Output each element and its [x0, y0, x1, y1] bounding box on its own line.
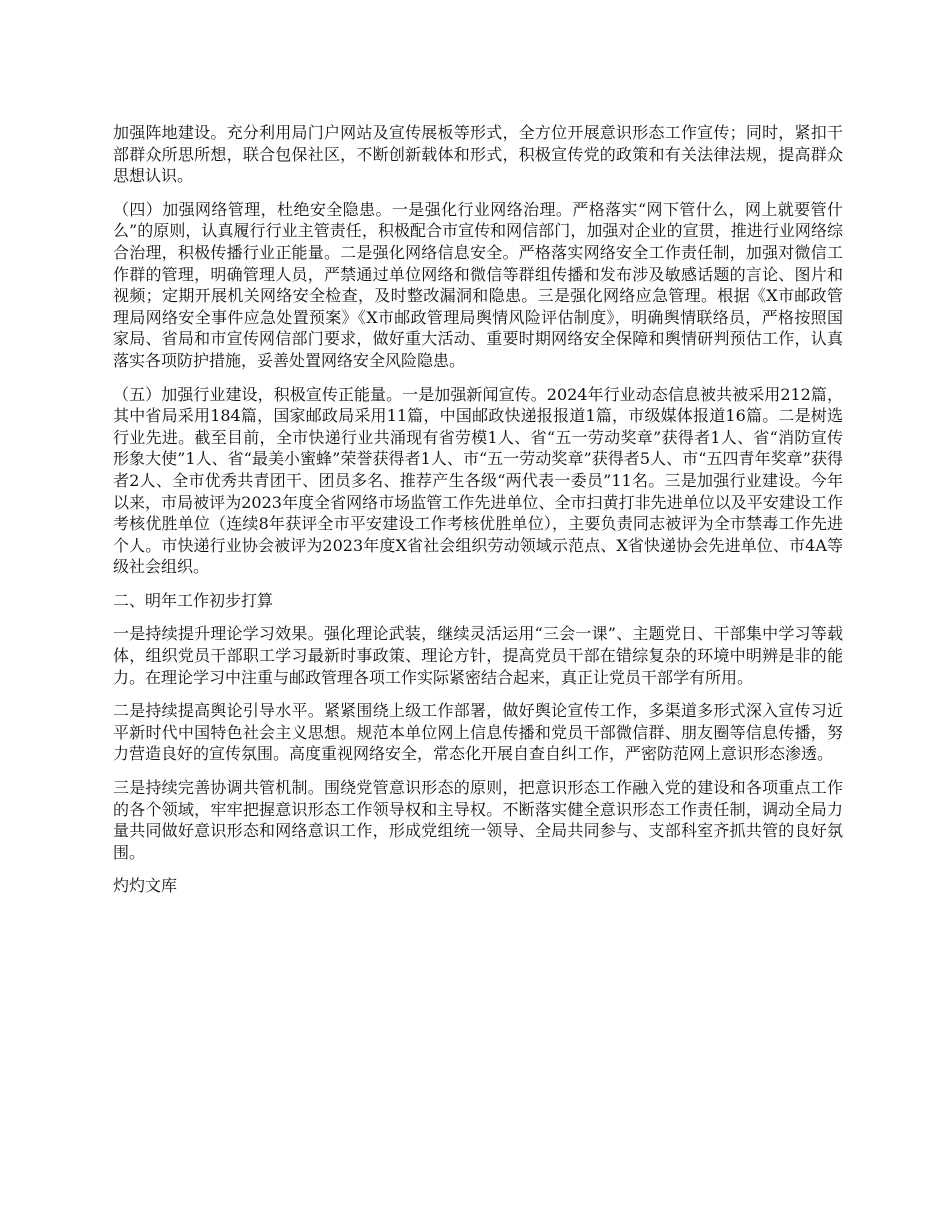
paragraph-plan-coordination: 三是持续完善协调共管机制。围绕党管意识形态的原则，把意识形态工作融入党的建设和各项重点工作的各个领域，牢牢把握意识形态工作领导权和主导权。不断落实健全意识形态工作责任制，调动全局力量共同做好意识形态和网络意识工作，形成党组统一领导、全局共同参与、支部科室齐抓共管的良好氛围。	[113, 778, 843, 862]
paragraph-network-management: （四）加强网络管理，杜绝安全隐患。一是强化行业网络治理。严格落实“网下管什么，网上就要管什么”的原则，认真履行行业主管责任，积极配合市宣传和网信部门，加强对企业的宣贯，推进行业网络综合治理，积极传播行业正能量。二是强化网络信息安全。严格落实网络安全工作责任制，加强对微信工作群的管理，明确管理人员，严禁通过单位网络和微信等群组传播和发布涉及敏感话题的言论、图片和视频；定期开展机关网络安全检查，及时整改漏洞和隐患。三是强化网络应急管理。根据《X市邮政管理局网络安全事件应急处置预案》《X市邮政管理局舆情风险评估制度》，明确舆情联络员，严格按照国家局、省局和市宣传网信部门要求，做好重大活动、重要时期网络安全保障和舆情研判预估工作，认真落实各项防护措施，妥善处置网络安全风险隐患。	[113, 199, 843, 370]
document-body	[113, 122, 843, 897]
paragraph-propaganda-base: 加强阵地建设。充分利用局门户网站及宣传展板等形式，全方位开展意识形态工作宣传；同时，紧扣干部群众所思所想，联合包保社区，不断创新载体和形式，积极宣传党的政策和有关法律法规，提高群众思想认识。	[113, 123, 843, 186]
section-heading-next-year-plan: 二、明年工作初步打算	[113, 590, 274, 610]
paragraph-plan-public-opinion: 二是持续提高舆论引导水平。紧紧围绕上级工作部署，做好舆论宣传工作，多渠道多形式深入宣传习近平新时代中国特色社会主义思想。规范本单位网上信息传播和党员干部微信群、朋友圈等信息传播，努力营造良好的宣传氛围。高度重视网络安全，常态化开展自查自纠工作，严密防范网上意识形态渗透。	[113, 701, 843, 764]
footer-source-label: 灼灼文库	[113, 876, 178, 896]
paragraph-industry-building: （五）加强行业建设，积极宣传正能量。一是加强新闻宣传。2024年行业动态信息被共被采用212篇，其中省局采用184篇，国家邮政局采用11篇，中国邮政快递报报道1篇，市级媒体报道16篇。二是树选行业先进。截至目前，全市快递行业共涌现有省劳模1人、省“五一劳动奖章”获得者1人、省“消防宣传形象大使”1人、省“最美小蜜蜂”荣誉获得者1人、市“五一劳动奖章”获得者5人、市“五四青年奖章”获得者2人、全市优秀共青团干、团员多名、推荐产生各级“两代表一委员”11名。三是加强行业建设。今年以来，市局被评为2023年度全省网络市场监管工作先进单位、全市扫黄打非先进单位以及平安建设工作考核优胜单位（连续8年获评全市平安建设工作考核优胜单位），主要负责同志被评为全市禁毒工作先进个人。市快递行业协会被评为2023年度X省社会组织劳动领域示范点、X省快递协会先进单位、市4A等级社会组织。	[113, 384, 843, 577]
paragraph-plan-theory-study: 一是持续提升理论学习效果。强化理论武装，继续灵活运用“三会一课”、主题党日、干部集中学习等载体，组织党员干部职工学习最新时事政策、理论方针，提高党员干部在错综复杂的环境中明辨是非的能力。在理论学习中注重与邮政管理各项工作实际紧密结合起来，真正让党员干部学有所用。	[113, 624, 843, 687]
